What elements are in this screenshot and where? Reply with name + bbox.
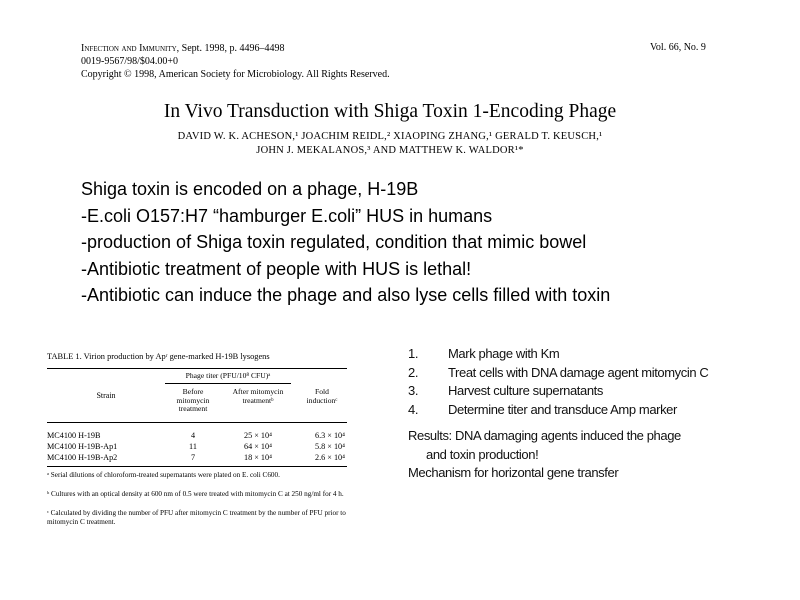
summary-line: -Antibiotic treatment of people with HUS is lethal! — [81, 258, 472, 279]
journal-copyright: Copyright © 1998, American Society for Microbiology. All Rights Reserved. — [81, 69, 390, 80]
table-row-before: 4 — [190, 431, 196, 440]
method-panel — [408, 345, 748, 483]
table-footnote: ᵇ Cultures with an optical density at 600 nm of 0.5 were treated with mitomycin C at 250 ng/ml for 4 h. — [47, 490, 344, 498]
journal-name: Infection and Immunity — [81, 43, 177, 54]
col-header-fold: Fold inductionᶜ — [306, 387, 338, 405]
mechanism-line: Mechanism for horizontal gene transfer — [408, 465, 619, 480]
step-number: 2. — [408, 364, 419, 380]
table-row-fold: 5.8 × 10⁴ — [315, 442, 345, 451]
journal-volume: Vol. 66, No. 9 — [650, 42, 706, 53]
col-header-strain: Strain — [96, 391, 116, 400]
step-item — [408, 345, 748, 364]
table-caption: TABLE 1. Virion production by Apʳ gene-marked H-19B lysogens — [47, 352, 270, 361]
authors-line-2: JOHN J. MEKALANOS,³ AND MATTHEW K. WALDOR¹* — [256, 145, 524, 156]
table-row-strain: MC4100 H-19B-Ap1 — [47, 442, 118, 451]
paper-authors — [80, 130, 700, 158]
journal-citation-block — [81, 42, 390, 81]
table-rule-head — [47, 422, 347, 423]
summary-line: Shiga toxin is encoded on a phage, H-19B — [81, 179, 419, 199]
step-number: 4. — [408, 401, 419, 417]
table-row-fold: 2.6 × 10⁴ — [315, 453, 345, 462]
step-text: Mark phage with Km — [448, 346, 560, 361]
col-header-after: After mitomycin treatmentᵇ — [232, 387, 284, 405]
step-text: Determine titer and transduce Amp marker — [448, 401, 677, 417]
table-row-after: 64 × 10⁴ — [244, 442, 272, 451]
table-rule-group — [165, 383, 291, 384]
results-block — [408, 427, 738, 483]
table-row-after: 18 × 10⁴ — [244, 453, 272, 462]
paper-title: In Vivo Transduction with Shiga Toxin 1-Encoding Phage — [163, 101, 617, 122]
results-line: Results: DNA damaging agents induced the phage — [408, 428, 681, 443]
table-row-fold: 6.3 × 10⁴ — [315, 431, 345, 440]
step-item — [408, 382, 748, 401]
table-row-strain: MC4100 H-19B-Ap2 — [47, 453, 118, 462]
step-number: 1. — [408, 346, 419, 361]
table-row-before: 11 — [189, 442, 197, 451]
table-rule-top — [47, 368, 347, 369]
table-footnote: ᶜ Calculated by dividing the number of PFU after mitomycin C treatment by the number of PFU prior to mitomycin C treatment. — [47, 509, 346, 526]
table-row-before: 7 — [190, 453, 196, 462]
step-item — [408, 364, 748, 383]
table-footnote: ᵃ Serial dilutions of chloroform-treated supernatants were plated on E. coli C600. — [47, 471, 280, 479]
step-text: Treat cells with DNA damage agent mitomycin C — [448, 364, 709, 380]
journal-issue: , Sept. 1998, p. 4496–4498 — [176, 43, 285, 54]
step-number: 3. — [408, 383, 419, 398]
table-row-strain: MC4100 H-19B — [47, 431, 101, 440]
summary-bullets — [81, 176, 610, 309]
summary-line: -production of Shiga toxin regulated, condition that mimic bowel — [81, 232, 587, 252]
table-rule-bottom — [47, 466, 347, 467]
col-header-phage-titer: Phage titer (PFU/10⁸ CFU)ᵃ — [185, 371, 271, 380]
summary-line: -E.coli O157:H7 “hamburger E.coli” HUS in humans — [81, 205, 493, 226]
table-row-after: 25 × 10⁴ — [244, 431, 272, 440]
authors-line-1: DAVID W. K. ACHESON,¹ JOACHIM REIDL,² XIAOPING ZHANG,¹ GERALD T. KEUSCH,¹ — [177, 131, 603, 142]
step-item — [408, 401, 748, 420]
col-header-before: Before mitomycin treatment — [176, 387, 210, 413]
summary-line: -Antibiotic can induce the phage and also lyse cells filled with toxin — [81, 285, 611, 305]
results-line: and toxin production! — [426, 446, 539, 462]
journal-code: 0019-9567/98/$04.00+0 — [81, 56, 179, 67]
step-text: Harvest culture supernatants — [448, 383, 603, 398]
journal-citation — [81, 42, 390, 55]
